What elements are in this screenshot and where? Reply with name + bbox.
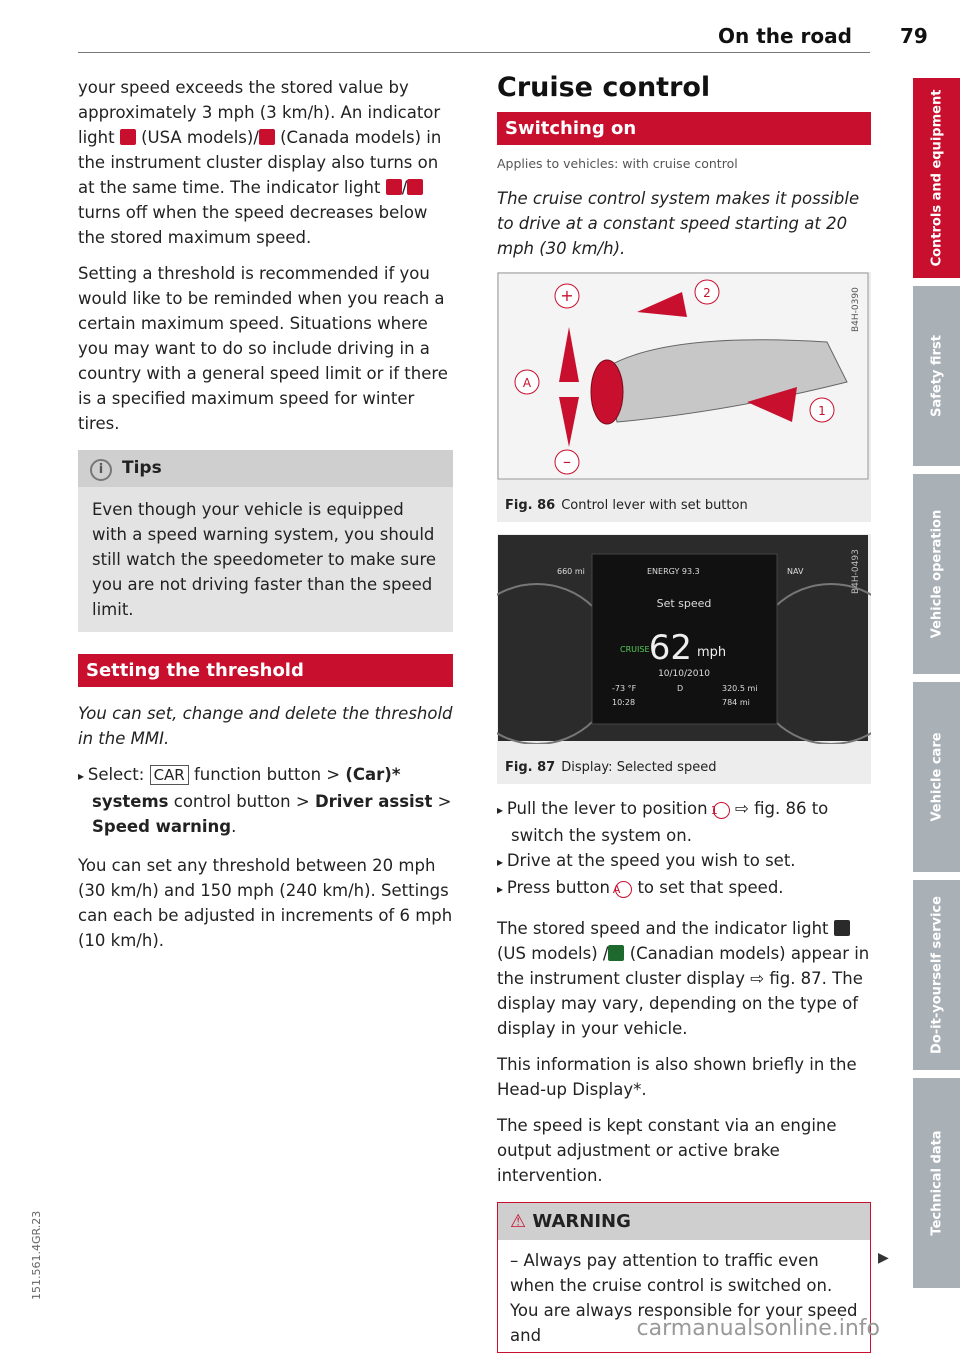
warning-icon: ⚠ xyxy=(510,1211,527,1232)
set-speed-label: Set speed xyxy=(656,597,712,610)
section-heading: Switching on xyxy=(497,112,871,145)
svg-text:784 mi: 784 mi xyxy=(722,698,750,707)
header-rule xyxy=(78,52,870,53)
tab-diy[interactable]: Do-it-yourself service xyxy=(913,880,960,1070)
applies-note: Applies to vehicles: with cruise control xyxy=(497,156,738,171)
continue-arrow-icon: ▶ xyxy=(878,1250,889,1266)
figure-number: Fig. 87 xyxy=(505,760,556,775)
figure-caption: Control lever with set button xyxy=(561,498,748,513)
paragraph: You can set any threshold between 20 mph (30 km/h) and 150 mph (240 km/h). Settings can each be adjusted in increments of 6 mph (10 km/h). xyxy=(78,856,453,950)
instruction-step: ▸ Drive at the speed you wish to set. xyxy=(497,848,871,875)
tab-care[interactable]: Vehicle care xyxy=(913,682,960,872)
page-number: 79 xyxy=(900,24,928,48)
watermark: carmanualsonline.info xyxy=(636,1316,880,1341)
svg-text:+: + xyxy=(560,286,574,305)
svg-text:1: 1 xyxy=(818,404,826,418)
document-code: 151.561.4GR.23 xyxy=(30,1210,43,1300)
paragraph: The speed is kept constant via an engine output adjustment or active brake intervention. xyxy=(497,1116,837,1185)
svg-text:CRUISE: CRUISE xyxy=(620,645,650,654)
figure-caption: Display: Selected speed xyxy=(561,760,717,775)
svg-text:A: A xyxy=(522,376,532,390)
section-title: On the road xyxy=(718,24,852,48)
cruise-indicator-icon xyxy=(834,920,850,936)
figure-number: Fig. 86 xyxy=(505,498,556,513)
tips-text: Even though your vehicle is equipped with a speed warning system, you should still watch the speedometer to make sure you are not driving faster than the speed limit. xyxy=(92,500,437,619)
paragraph: Setting a threshold is recommended if you would like to be reminded when you reach a certain maximum speed. Situations where you may want to do so include driving in a country with a general speed limit or if there is a specified maximum speed for winter tires. xyxy=(78,264,448,433)
warning-title: WARNING xyxy=(532,1211,631,1232)
instruction-step: ▸ Press button A to set that speed. xyxy=(497,875,871,902)
set-speed-value: 62 xyxy=(648,628,692,668)
tab-operation[interactable]: Vehicle operation xyxy=(913,474,960,674)
tab-controls[interactable]: Controls and equipment xyxy=(913,78,960,278)
paragraph: your speed exceeds the stored value by approximately 3 mph (3 km/h). An indicator light (USA models)/ (Canada models) in the instrument cluster display also turns on at the same time. The indicator light / turns off when the speed decreases below the stored maximum speed. xyxy=(78,78,442,247)
figure-87 xyxy=(497,534,871,784)
figure-code: B4H-0493 xyxy=(851,549,861,594)
button-a-icon: A xyxy=(615,881,632,898)
car-key-label: CAR xyxy=(150,765,189,785)
tips-title: Tips xyxy=(122,458,162,478)
svg-text:D: D xyxy=(677,684,684,693)
svg-text:2: 2 xyxy=(703,286,711,300)
svg-text:660 mi: 660 mi xyxy=(557,567,585,576)
cruise-indicator-icon xyxy=(608,945,624,961)
svg-text:10/10/2010: 10/10/2010 xyxy=(658,669,710,679)
svg-text:ENERGY 93.3: ENERGY 93.3 xyxy=(647,567,700,576)
figure-code: B4H-0390 xyxy=(851,287,861,332)
instruction-step: ▸ Select: CAR function button > (Car)* systems control button > Driver assist > Speed warning. xyxy=(78,762,453,839)
svg-text:NAV: NAV xyxy=(787,567,804,576)
paragraph: This information is also shown briefly in the Head-up Display*. xyxy=(497,1055,857,1099)
svg-text:mph: mph xyxy=(697,645,727,660)
page-heading: Cruise control xyxy=(497,72,711,103)
tab-safety[interactable]: Safety first xyxy=(913,286,960,466)
svg-text:320.5 mi: 320.5 mi xyxy=(722,684,758,693)
info-icon: i xyxy=(90,459,112,481)
intro-text: You can set, change and delete the threshold in the MMI. xyxy=(78,704,453,748)
left-column xyxy=(78,75,453,964)
speed-warning-indicator-icon xyxy=(407,179,423,195)
warning-text: – Always pay attention to traffic even when the cruise control is switched on. You are always responsible for your speed and xyxy=(510,1251,858,1345)
chapter-tabs xyxy=(913,78,960,1296)
intro-text: The cruise control system makes it possible to drive at a constant speed starting at 20 mph (30 km/h). xyxy=(497,189,860,258)
cluster-display-illustration xyxy=(497,534,871,744)
instruction-step: ▸ Pull the lever to position 1 ⇨ fig. 86 to switch the system on. xyxy=(497,796,871,848)
tab-technical[interactable]: Technical data xyxy=(913,1078,960,1288)
svg-text:10:28: 10:28 xyxy=(612,698,636,707)
paragraph: The stored speed and the indicator light (US models) / (Canadian models) appear in the instrument cluster display ⇨ fig. 87. The display may vary, depending on the type of display in your vehicle. xyxy=(497,919,870,1038)
figure-86 xyxy=(497,272,871,522)
speed-warning-indicator-icon xyxy=(386,179,402,195)
tips-box xyxy=(78,450,453,632)
control-lever-illustration xyxy=(497,272,871,482)
section-heading: Setting the threshold xyxy=(78,654,453,687)
right-column xyxy=(497,72,871,1353)
speed-warning-indicator-icon xyxy=(259,129,275,145)
position-1-icon: 1 xyxy=(713,802,730,819)
speed-warning-indicator-icon xyxy=(120,129,136,145)
svg-text:–: – xyxy=(563,452,571,471)
svg-text:-73 °F: -73 °F xyxy=(612,684,637,693)
